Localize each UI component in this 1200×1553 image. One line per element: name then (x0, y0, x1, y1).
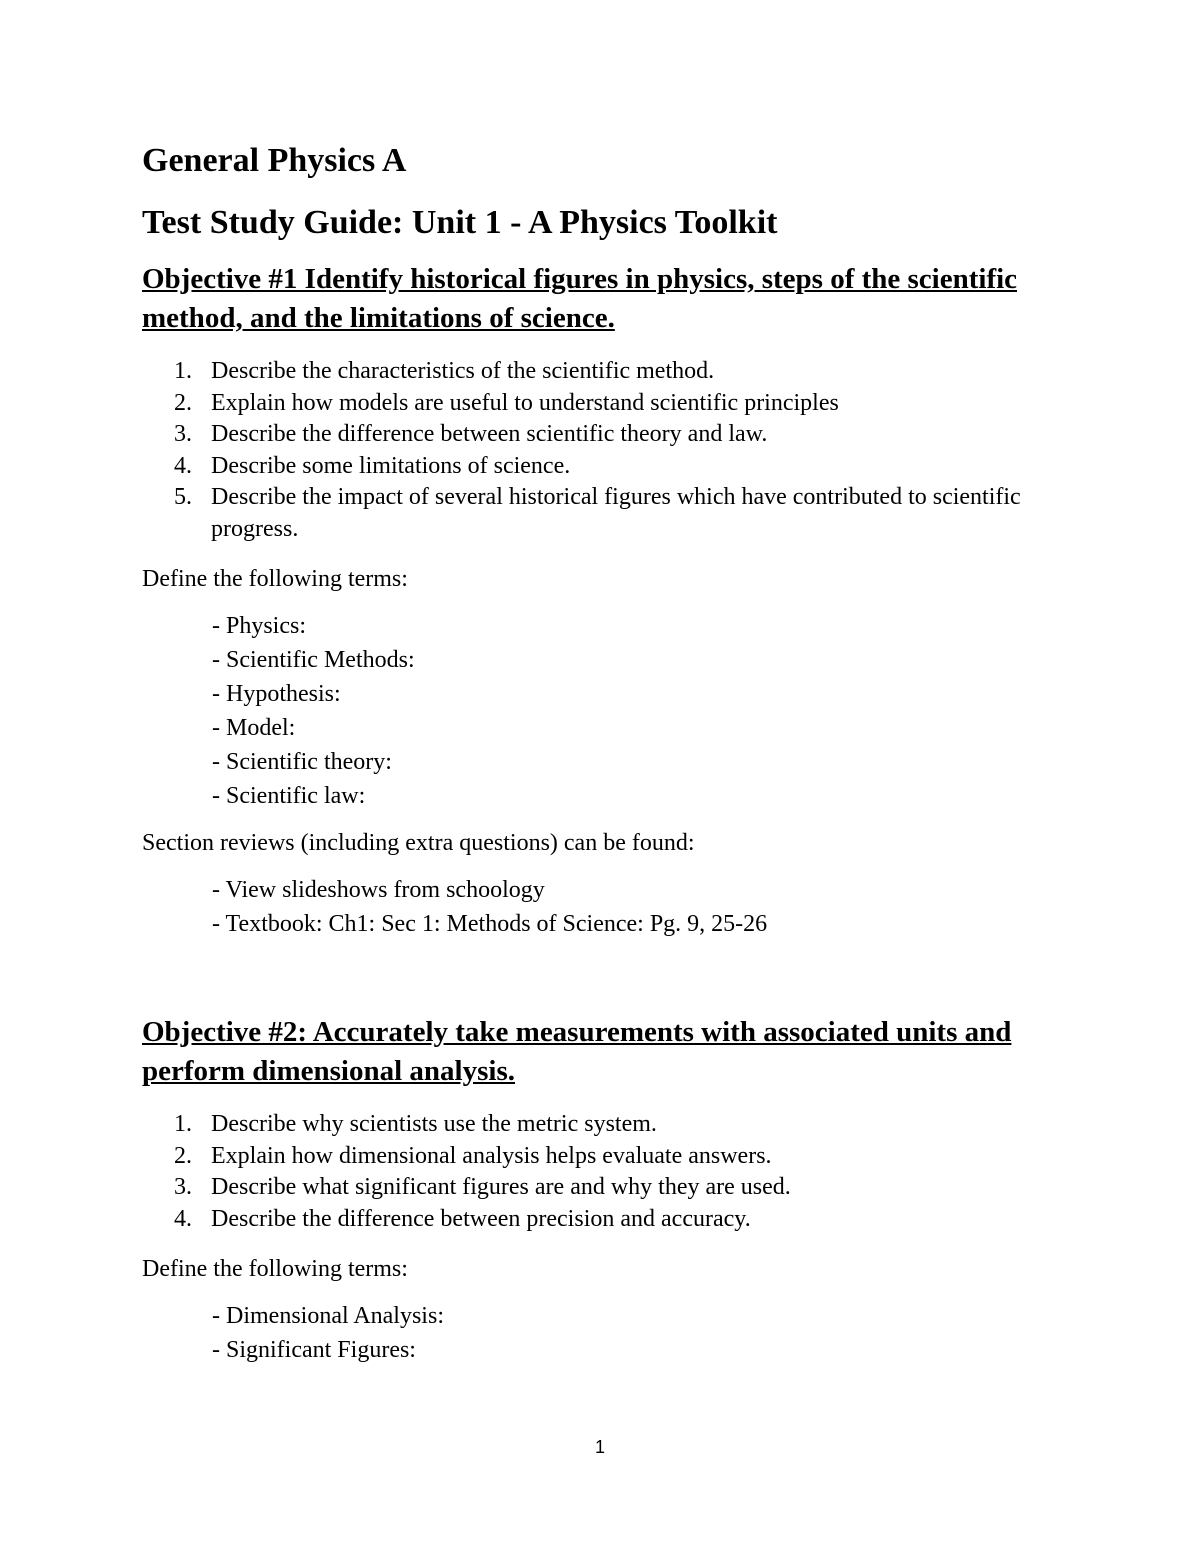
objective-1-heading: Objective #1 Identify historical figures in physics, steps of the scientific method, and the limitations of science. (142, 263, 1018, 334)
define-terms-label: Define the following terms: (142, 1256, 408, 1282)
objective-1-terms (142, 609, 1062, 813)
document-body (142, 140, 1062, 1381)
term-item: - Significant Figures: (212, 1337, 416, 1363)
list-item (142, 1204, 1062, 1236)
term-item: - Hypothesis: (212, 681, 341, 707)
list-item-text: Describe the difference between scientific theory and law. (211, 421, 768, 447)
term-item: - Scientific theory: (212, 749, 392, 775)
list-item-number: 5. (174, 484, 192, 510)
term-item: - Physics: (212, 613, 307, 639)
term-item: - Model: (212, 715, 296, 741)
list-item (142, 356, 1062, 388)
list-item-text: Describe the characteristics of the scientific method. (211, 358, 715, 384)
document-title: General Physics A (142, 142, 407, 179)
list-item-text: Describe what significant figures are and why they are used. (211, 1174, 791, 1200)
list-item-number: 3. (174, 1174, 192, 1200)
list-item (142, 1172, 1062, 1204)
objective-1-list (142, 356, 1062, 545)
list-item-text: Describe the difference between precision and accuracy. (211, 1205, 751, 1232)
list-item-number: 1. (174, 358, 192, 384)
list-item-text: Describe why scientists use the metric system. (211, 1111, 657, 1137)
list-item (142, 388, 1062, 420)
review-item: - View slideshows from schoology (212, 877, 545, 903)
list-item-number: 1. (174, 1111, 192, 1137)
section-spacer (142, 955, 1062, 1013)
list-item-number: 3. (174, 421, 192, 447)
page-number: 1 (594, 1437, 605, 1457)
objective-2-terms (142, 1299, 1062, 1367)
list-item (142, 1141, 1062, 1173)
list-item-text: Explain how models are useful to understand scientific principles (211, 389, 839, 416)
document-subtitle: Test Study Guide: Unit 1 - A Physics Toolkit (142, 204, 778, 241)
list-item (142, 482, 1062, 545)
list-item (142, 1109, 1062, 1141)
section-reviews-list (142, 873, 1062, 941)
list-item-number: 2. (174, 1142, 192, 1169)
list-item-number: 4. (174, 452, 192, 479)
objective-2-list (142, 1109, 1062, 1235)
term-item: - Dimensional Analysis: (212, 1303, 444, 1329)
term-item: - Scientific Methods: (212, 647, 415, 673)
objective-2-heading: Objective #2: Accurately take measurements with associated units and perform dimensional analysis. (142, 1016, 1012, 1087)
review-item: - Textbook: Ch1: Sec 1: Methods of Science: Pg. 9, 25-26 (212, 911, 768, 937)
list-item (142, 419, 1062, 451)
list-item-text: Explain how dimensional analysis helps evaluate answers. (211, 1142, 772, 1169)
list-item-text: Describe some limitations of science. (211, 452, 571, 479)
term-item: - Scientific law: (212, 783, 366, 809)
list-item-number: 2. (174, 389, 192, 416)
list-item-text: Describe the impact of several historical figures which have contributed to scientific progress. (211, 484, 1021, 542)
list-item-number: 4. (174, 1205, 192, 1232)
section-reviews-label: Section reviews (including extra questions) can be found: (142, 830, 695, 856)
define-terms-label: Define the following terms: (142, 566, 408, 592)
list-item (142, 451, 1062, 483)
